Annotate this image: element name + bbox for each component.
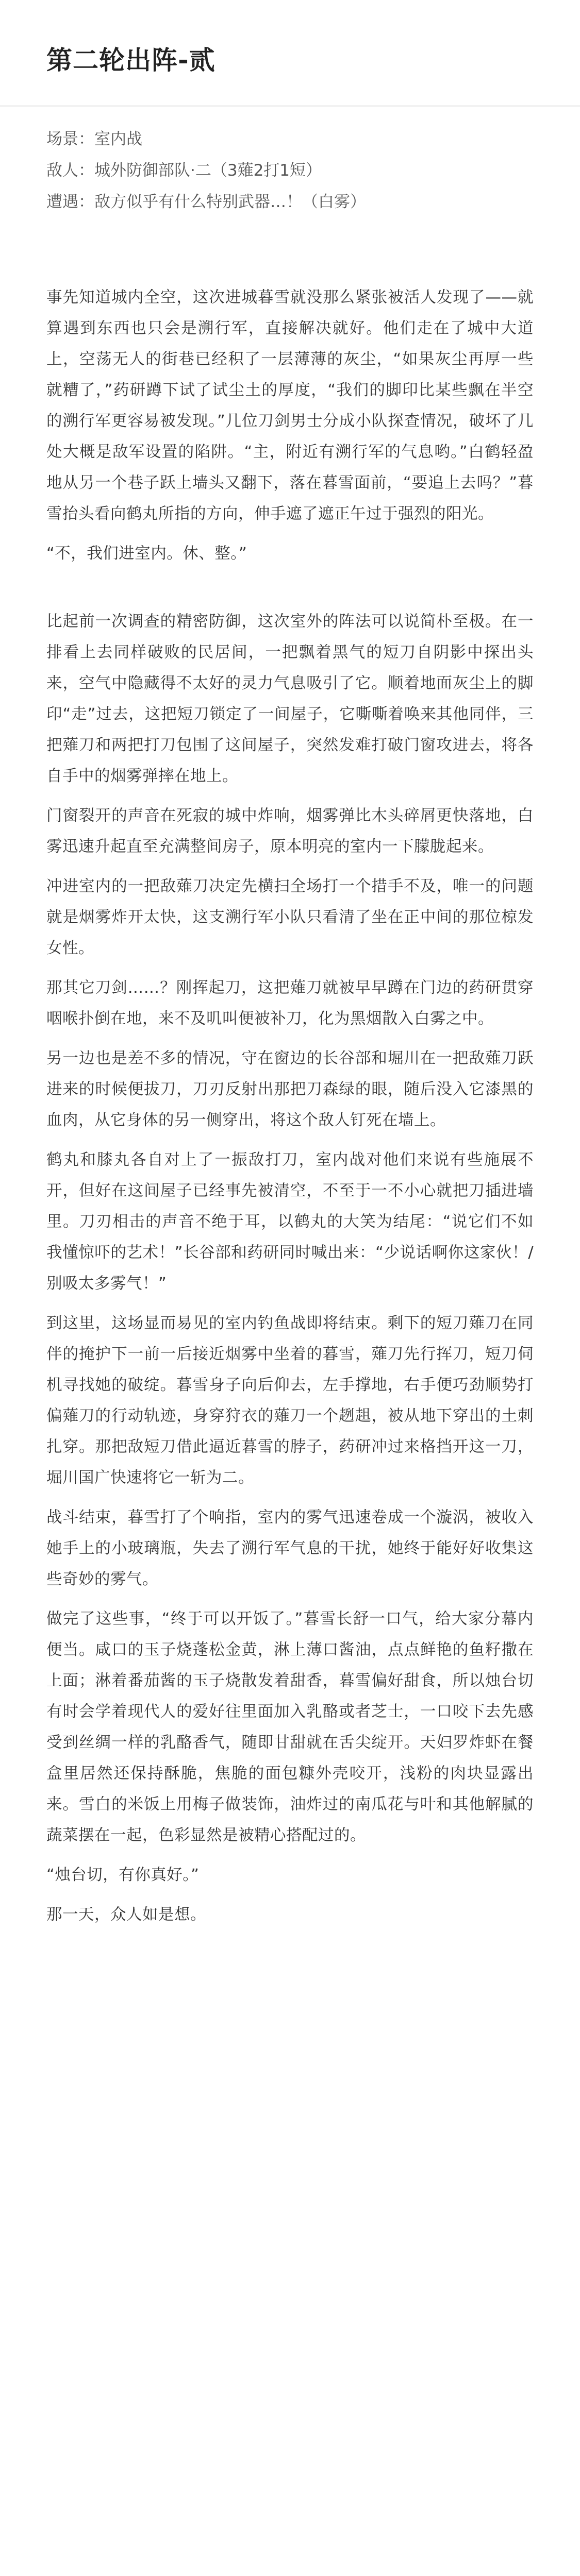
paragraph: 门窗裂开的声音在死寂的城中炸响，烟雾弹比木头碎屑更快落地，白雾迅速升起直至充满整间房子，原本明亮的室内一下朦胧起来。 <box>46 807 534 856</box>
meta-encounter: 遭遇：敌方似乎有什么特别武器…！（白雾） <box>46 193 366 211</box>
paragraph: 事先知道城内全空，这次进城暮雪就没那么紧张被活人发现了——就算遇到东西也只会是溯行军，直接解决就好。他们走在了城中大道上，空荡无人的街巷已经积了一层薄薄的灰尘，“如果灰尘再厚一些就糟了，”药研蹲下试了试尘土的厚度，“我们的脚印比某些飘在半空的溯行军更容易被发现。”几位刀剑男士分成小队探查情况，破坏了几处大概是敌军设置的陷阱。“主，附近有溯行军的气息哟。”白鹤轻盈地从另一个巷子跃上墙头又翻下，落在暮雪面前，“要追上去吗？”暮雪抬头看向鹤丸所指的方向，伸手遮了遮正午过于强烈的阳光。 <box>46 289 534 523</box>
paragraph: 到这里，这场显而易见的室内钓鱼战即将结束。剩下的短刀薙刀在同伴的掩护下一前一后接近烟雾中坐着的暮雪，薙刀先行挥刀，短刀伺机寻找她的破绽。暮雪身子向后仰去，左手撑地，右手便巧劲顺势打偏薙刀的行动轨迹，身穿狩衣的薙刀一个趔趄，被从地下穿出的土刺扎穿。那把敌短刀借此逼近暮雪的脖子，药研冲过来格挡开这一刀，堀川国广快速将它一斩为二。 <box>46 1314 534 1487</box>
paragraph: 冲进室内的一把敌薙刀决定先横扫全场打一个措手不及，唯一的问题就是烟雾炸开太快，这支溯行军小队只看清了坐在正中间的那位椋发女性。 <box>46 877 534 957</box>
paragraph: “不，我们进室内。休、整。” <box>46 545 247 563</box>
title-divider <box>0 105 580 107</box>
paragraph: 做完了这些事，“终于可以开饭了。”暮雪长舒一口气，给大家分幕内便当。咸口的玉子烧蓬松金黄，淋上薄口酱油，点点鲜艳的鱼籽撒在上面；淋着番茄酱的玉子烧散发着甜香，暮雪偏好甜食，所以烛台切有时会学着现代人的爱好往里面加入乳酪或者芝士，一口咬下去先感受到丝绸一样的乳酪香气，随即甘甜就在舌尖绽开。天妇罗炸虾在餐盒里居然还保持酥脆，焦脆的面包糠外壳咬开，浅粉的肉块显露出来。雪白的米饭上用梅子做装饰，油炸过的南瓜花与叶和其他解腻的蔬菜摆在一起，色彩显然是被精心搭配过的。 <box>46 1610 534 1844</box>
article-meta <box>46 128 534 222</box>
paragraph: 战斗结束，暮雪打了个响指，室内的雾气迅速卷成一个漩涡，被收入她手上的小玻璃瓶，失去了溯行军气息的干扰，她终于能好好收集这些奇妙的雾气。 <box>46 1509 534 1588</box>
article-body <box>46 282 534 1939</box>
meta-enemy: 敌人：城外防御部队·二（3薙2打1短） <box>46 161 322 180</box>
meta-scene: 场景：室内战 <box>46 130 142 148</box>
paragraph: “烛台切，有你真好。” <box>46 1866 200 1884</box>
paragraph: 鹤丸和膝丸各自对上了一振敌打刀，室内战对他们来说有些施展不开，但好在这间屋子已经事先被清空，不至于一不小心就把刀插进墙里。刀刃相击的声音不绝于耳，以鹤丸的大笑为结尾：“说它们不如我懂惊吓的艺术！”长谷部和药研同时喊出来：“少说话啊你这家伙！/别吸太多雾气！” <box>46 1151 534 1293</box>
paragraph: 比起前一次调查的精密防御，这次室外的阵法可以说简朴至极。在一排看上去同样破败的民居间，一把飘着黑气的短刀自阴影中探出头来，空气中隐藏得不太好的灵力气息吸引了它。顺着地面灰尘上的脚印“走”过去，这把短刀锁定了一间屋子，它嘶嘶着唤来其他同伴，三把薙刀和两把打刀包围了这间屋子，突然发难打破门窗攻进去，将各自手中的烟雾弹摔在地上。 <box>46 613 534 785</box>
paragraph: 那其它刀剑……？刚挥起刀，这把薙刀就被早早蹲在门边的药研贯穿咽喉扑倒在地，来不及叽叫便被补刀，化为黑烟散入白雾之中。 <box>46 979 534 1028</box>
paragraph: 另一边也是差不多的情况，守在窗边的长谷部和堀川在一把敌薙刀跃进来的时候便拔刀，刀刃反射出那把刀森绿的眼，随后没入它漆黑的血肉，从它身体的另一侧穿出，将这个敌人钉死在墙上。 <box>46 1049 534 1129</box>
paragraph: 那一天，众人如是想。 <box>46 1906 206 1924</box>
article-title: 第二轮出阵-贰 <box>46 45 216 75</box>
